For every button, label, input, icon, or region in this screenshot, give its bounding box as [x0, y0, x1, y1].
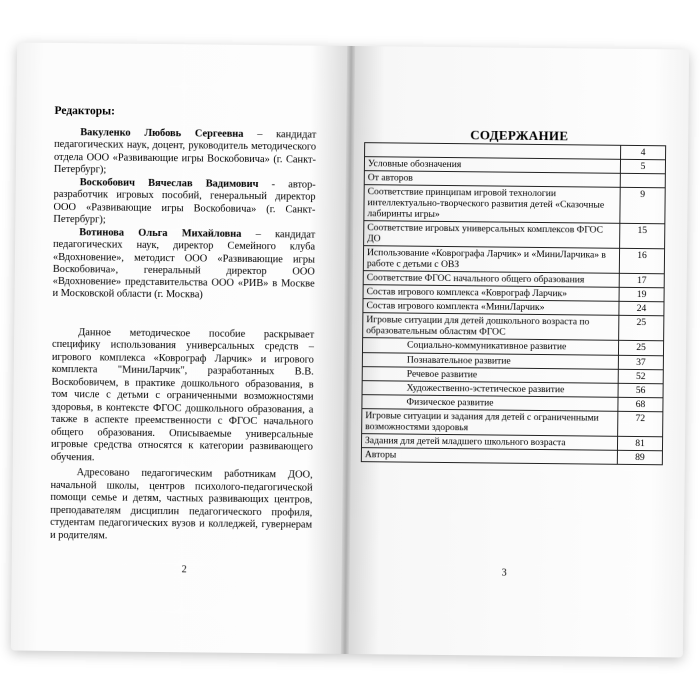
toc-entry-page: 19: [619, 288, 664, 303]
page-number-left: 2: [181, 564, 187, 576]
toc-entry-title: Авторы: [361, 447, 617, 464]
toc-entry-title: Физическое развитие: [362, 394, 618, 411]
open-booklet: [11, 42, 689, 657]
toc-row: [364, 185, 665, 224]
left-page: [11, 42, 351, 653]
audience-paragraph: Адресовано педагогическим работникам ДОО, начальной школы, центров психолого-педагогической помощи семье и детям, частных развивающих центров, преподавателям дисциплин педагогического профиля, студентам педагогических вузов и колледжей, гувернерам и родителям.: [49, 467, 313, 542]
toc-entry-page: 81: [617, 436, 662, 451]
toc-entry-page: 52: [618, 369, 663, 384]
editor-description: – кандидат педагогических наук, доцент, руководитель методического отдела ООО «Развивающие игры Воскобовича» (г. Санкт-Петербург);: [53, 128, 317, 176]
editors-list: [52, 127, 316, 304]
toc-entry-title: Соответствие ФГОС начального общего образования: [363, 271, 619, 288]
editor-name: Вакуленко Любовь Сергеевна: [80, 127, 244, 140]
editor-entry: [53, 227, 316, 303]
editor-description: – кандидат педагогических наук, директор Семейного клуба «Вдохновение», методист ООО «Развивающие игры Воскобовича», генеральный директор ООО «Вдохновение» представительства ООО «РИВ» в Москве и Московской области (г. Москва): [52, 228, 316, 301]
toc-entry-title: Использование «Коврографа Ларчик» и «МиниЛарчика» в работе с детьми с ОВЗ: [363, 246, 619, 274]
toc-entry-page: 17: [619, 274, 664, 289]
toc-entry-title: Условные обозначения: [364, 157, 620, 174]
editor-name: Воскобович Вячеслав Вадимович: [79, 177, 259, 191]
toc-entry-page: 15: [620, 224, 665, 250]
editor-description: - автор-разработчик игровых пособий, генеральный директор ООО «Развивающие игры Воскобовича» (г. Санкт-Петербург);: [53, 179, 316, 226]
toc-row: [363, 313, 664, 341]
annotation-text: [50, 327, 314, 548]
toc-entry-title: Игровые ситуации и задания для детей с ограниченными возможностями здоровья: [362, 408, 618, 436]
toc-entry-title: От авторов: [364, 171, 620, 188]
toc-row: [362, 408, 663, 436]
toc-row: [361, 447, 662, 464]
editor-name: Вотинова Ольга Михайловна: [79, 227, 242, 240]
toc-entry-page: 72: [618, 411, 663, 437]
toc-row: [364, 221, 665, 249]
toc-entry-page: 68: [618, 397, 663, 412]
toc-entry-title: Задания для детей младшего школьного возраста: [361, 433, 617, 450]
toc-entry-page: 37: [618, 355, 663, 370]
toc-entry-page: 56: [618, 383, 663, 398]
toc-entry-page: 5: [620, 159, 665, 174]
toc-entry-page: [620, 173, 665, 188]
editor-entry: [54, 127, 316, 179]
toc-entry-title: Состав игрового комплекта «МиниЛарчик»: [363, 299, 619, 316]
toc-table: [361, 142, 666, 465]
annotation-paragraph: Данное методическое пособие раскрывает специфику использования универсальных средств – игрового комплекса «Коврограф Ларчик» и игрового комплекта "МиниЛарчик", разработанных В.В. Воскобовичем, в практике дошкольного образования, в том числе с детьми с ограниченными возможностями здоровья, в контексте ФГОС дошкольного образования, а также в аспекте преемственности с ФГОС начального общего образования. Описываемые универсальные игровые средства относятся к категории развивающего обучения.: [50, 327, 315, 464]
toc-entry-title: Познавательное развитие: [362, 352, 618, 369]
toc-entry-title: Соответствие игровых универсальных комплексов ФГОС ДО: [364, 221, 620, 249]
toc-entry-page: 16: [619, 249, 664, 275]
toc-row: [363, 246, 664, 274]
editor-entry: [53, 177, 315, 229]
toc-entry-page: 4: [621, 145, 666, 160]
page-number-right: 3: [501, 567, 507, 579]
toc-title: СОДЕРЖАНИЕ: [470, 127, 569, 144]
toc-entry-title: Соответствие принципам игровой технологии интеллектуально-творческого развития детей «Сказочные лабиринты игры»: [364, 185, 620, 224]
toc-entry-page: 9: [620, 187, 665, 224]
toc-entry-page: 24: [619, 302, 664, 317]
toc-entry-title: Художественно-эстетическое развитие: [362, 380, 618, 397]
toc-entry-title: Игровые ситуации для детей дошкольного возраста по образовательным областям ФГОС: [363, 313, 619, 341]
toc-entry-page: 25: [618, 341, 663, 356]
right-page: [345, 46, 689, 658]
toc-entry-page: 89: [617, 450, 662, 465]
toc-entry-title: Социально-коммуникативное развитие: [362, 338, 618, 355]
editors-heading: Редакторы:: [54, 104, 116, 118]
toc-entry-title: Речевое развитие: [362, 366, 618, 383]
toc-entry-title: Состав игрового комплекса «Коврограф Ларчик»: [363, 285, 619, 302]
toc-entry-page: 25: [619, 316, 664, 342]
